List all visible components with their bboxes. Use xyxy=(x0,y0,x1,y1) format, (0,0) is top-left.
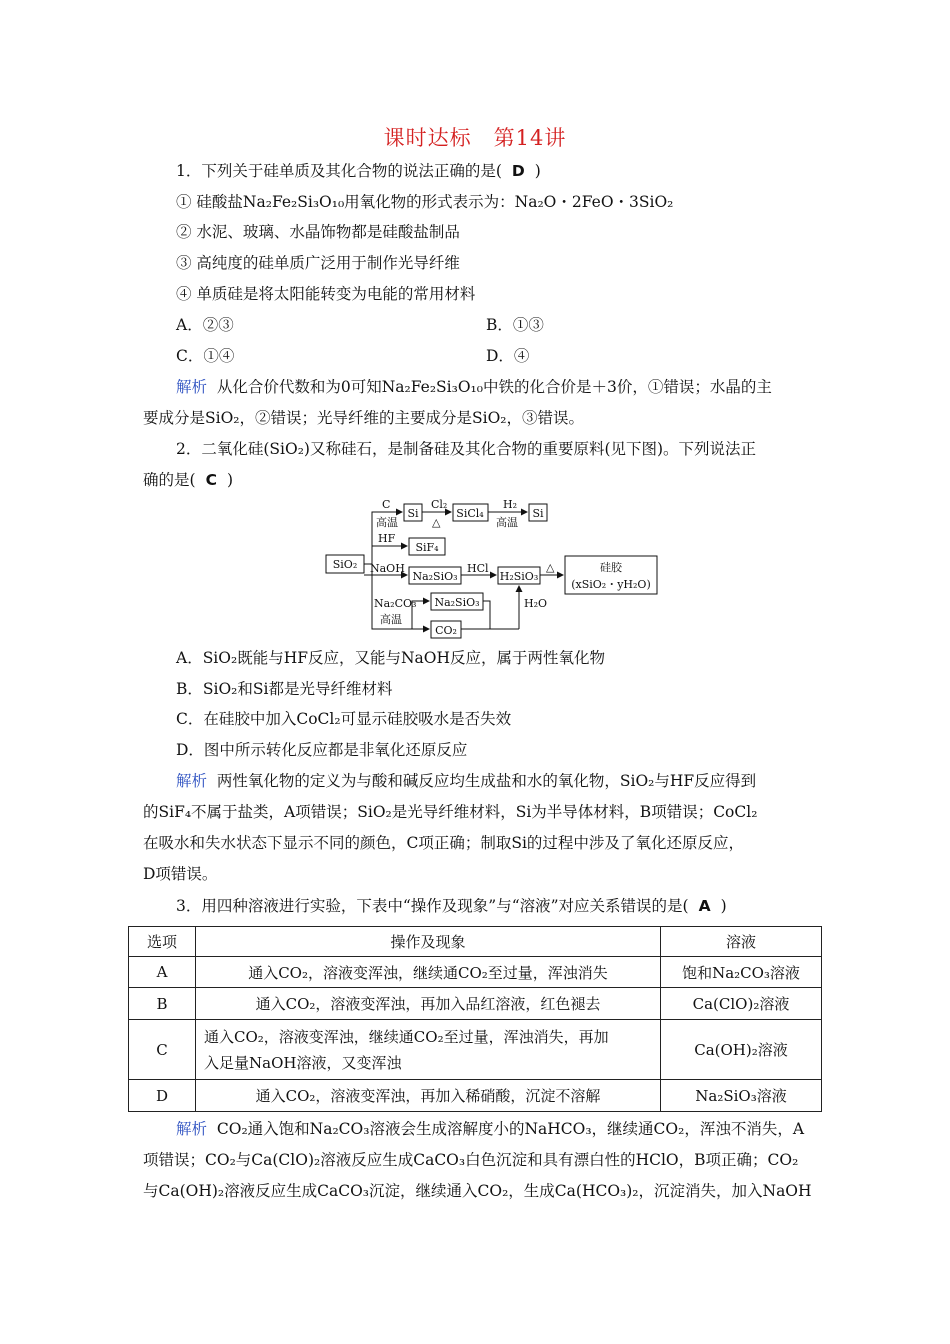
row-solution: 饱和Na₂CO₃溶液 xyxy=(661,957,822,988)
row-option: A xyxy=(129,957,196,988)
heat-condition-1: △ xyxy=(432,516,441,529)
q2-answer: C xyxy=(205,471,217,489)
row-option: C xyxy=(129,1020,196,1080)
q1-item-3: ③ 高纯度的硅单质广泛用于制作光导纤维 xyxy=(176,254,460,272)
na2sio3-label: Na₂SiO₃ xyxy=(412,570,458,583)
silica-flow-diagram xyxy=(320,495,665,645)
hcl-reagent: HCl xyxy=(467,562,489,575)
q2-close: ) xyxy=(226,471,234,489)
row-solution: Ca(ClO)₂溶液 xyxy=(661,988,822,1020)
q2-analysis-line-4: D项错误。 xyxy=(143,865,218,883)
q3-analysis-line-2: 项错误；CO₂与Ca(ClO)₂溶液反应生成CaCO₃白色沉淀和具有漂白性的HClO，B项正确；CO₂ xyxy=(143,1151,799,1169)
q3-analysis-text-1: CO₂通入饱和Na₂CO₃溶液会生成溶解度小的NaHCO₃，继续通CO₂，浑浊不消失，A xyxy=(216,1120,805,1138)
q1-answer: D xyxy=(511,162,525,180)
row-operation: 通入CO₂，溶液变浑浊，继续通CO₂至过量，浑浊消失 xyxy=(196,957,661,988)
q1-analysis-label: 解析 xyxy=(176,378,208,396)
q2-analysis-line-1 xyxy=(176,770,756,792)
q1-close: ) xyxy=(534,162,541,180)
high-temp-condition-2: 高温 xyxy=(496,516,518,529)
table-header-row xyxy=(129,927,822,957)
q2-stem-2 xyxy=(143,469,233,491)
row-option: D xyxy=(129,1080,196,1112)
na2co3-reagent: Na₂CO₃ xyxy=(374,597,417,610)
q3-stem-text: 3．用四种溶液进行实验，下表中“操作及现象”与“溶液”对应关系错误的是( xyxy=(176,897,689,915)
q2-stem-1: 2．二氧化硅(SiO₂)又称硅石，是制备硅及其化合物的重要原料(见下图)。下列说法正 xyxy=(176,440,757,458)
q1-item-4: ④ 单质硅是将太阳能转变为电能的常用材料 xyxy=(176,285,476,303)
table-row xyxy=(129,957,822,988)
heat-condition-2: △ xyxy=(546,561,555,574)
header-operation: 操作及现象 xyxy=(196,927,661,957)
silica-gel-formula: (xSiO₂・yH₂O) xyxy=(571,578,651,591)
q2-analysis-label: 解析 xyxy=(176,772,208,790)
high-temp-condition-3: 高温 xyxy=(380,613,402,626)
row-operation-line-1: 通入CO₂，溶液变浑浊，继续通CO₂至过量，浑浊消失，再加 xyxy=(204,1027,609,1046)
sio2-label: SiO₂ xyxy=(332,558,358,571)
q2-analysis-text-1: 两性氧化物的定义为与酸和碱反应均生成盐和水的氧化物，SiO₂与HF反应得到 xyxy=(216,772,757,790)
row-operation-line-2: 入足量NaOH溶液，又变浑浊 xyxy=(204,1053,402,1072)
row-option: B xyxy=(129,988,196,1020)
q1-analysis-line-2: 要成分是SiO₂，②错误；光导纤维的主要成分是SiO₂，③错误。 xyxy=(143,409,584,427)
q1-option-a: A．②③ xyxy=(176,316,234,334)
row-solution: Ca(OH)₂溶液 xyxy=(661,1020,822,1080)
cl2-reagent: Cl₂ xyxy=(431,498,448,511)
h2-reagent: H₂ xyxy=(503,498,518,511)
q3-analysis-line-3: 与Ca(OH)₂溶液反应生成CaCO₃沉淀，继续通入CO₂，生成Ca(HCO₃)₂，沉淀消失，加入NaOH xyxy=(143,1182,812,1200)
table-row xyxy=(129,1020,822,1080)
q3-answer: A xyxy=(698,897,711,915)
si-product-label: Si xyxy=(532,507,544,520)
row-operation: 通入CO₂，溶液变浑浊，再加入稀硝酸，沉淀不溶解 xyxy=(196,1080,661,1112)
row-solution: Na₂SiO₃溶液 xyxy=(661,1080,822,1112)
q2-analysis-line-2: 的SiF₄不属于盐类，A项错误；SiO₂是光导纤维材料，Si为半导体材料，B项错误；CoCl₂ xyxy=(143,803,758,821)
row-operation xyxy=(196,1020,661,1080)
naoh-reagent: NaOH xyxy=(370,562,405,575)
sicl4-label: SiCl₄ xyxy=(456,507,484,520)
page-title: 课时达标 第14讲 xyxy=(383,126,567,150)
high-temp-condition-1: 高温 xyxy=(376,516,398,529)
h2sio3-label: H₂SiO₃ xyxy=(499,570,539,583)
q1-option-c: C．①④ xyxy=(176,347,235,365)
q3-analysis-line-1 xyxy=(176,1118,804,1140)
q3-close: ) xyxy=(720,897,727,915)
q2-option-c: C．在硅胶中加入CoCl₂可显示硅胶吸水是否失效 xyxy=(176,710,512,728)
h2o-reagent: H₂O xyxy=(524,597,548,610)
q3-stem xyxy=(176,895,727,917)
q1-item-1: ① 硅酸盐Na₂Fe₂Si₃O₁₀用氧化物的形式表示为：Na₂O・2FeO・3SiO₂ xyxy=(176,193,674,211)
q3-table xyxy=(128,926,822,1112)
silica-gel-label: 硅胶 xyxy=(600,561,622,574)
hf-reagent: HF xyxy=(378,532,396,545)
co2-label: CO₂ xyxy=(435,624,457,637)
header-option: 选项 xyxy=(129,927,196,957)
q1-analysis-text-1: 从化合价代数和为0可知Na₂Fe₂Si₃O₁₀中铁的化合价是＋3价，①错误；水晶的主 xyxy=(216,378,772,396)
q2-analysis-line-3: 在吸水和失水状态下显示不同的颜色，C项正确；制取Si的过程中涉及了氧化还原反应， xyxy=(143,834,744,852)
header-solution: 溶液 xyxy=(661,927,822,957)
q1-option-b: B．①③ xyxy=(486,316,544,334)
q1-stem xyxy=(176,160,541,182)
q2-stem-text: 确的是( xyxy=(143,471,196,489)
carbon-reagent: C xyxy=(382,498,391,511)
q2-option-a: A．SiO₂既能与HF反应，又能与NaOH反应，属于两性氧化物 xyxy=(176,649,605,667)
table-row xyxy=(129,988,822,1020)
table-row xyxy=(129,1080,822,1112)
q1-item-2: ② 水泥、玻璃、水晶饰物都是硅酸盐制品 xyxy=(176,223,460,241)
q1-option-d: D．④ xyxy=(486,347,530,365)
q1-analysis-line-1 xyxy=(176,376,772,398)
row-operation: 通入CO₂，溶液变浑浊，再加入品红溶液，红色褪去 xyxy=(196,988,661,1020)
si-label: Si xyxy=(407,507,419,520)
q2-option-d: D．图中所示转化反应都是非氧化还原反应 xyxy=(176,741,468,759)
na2sio3-second-label: Na₂SiO₃ xyxy=(434,596,480,609)
sif4-label: SiF₄ xyxy=(415,541,439,554)
q2-option-b: B．SiO₂和Si都是光导纤维材料 xyxy=(176,680,393,698)
q3-analysis-label: 解析 xyxy=(176,1120,208,1138)
q1-stem-text: 1．下列关于硅单质及其化合物的说法正确的是( xyxy=(176,162,502,180)
